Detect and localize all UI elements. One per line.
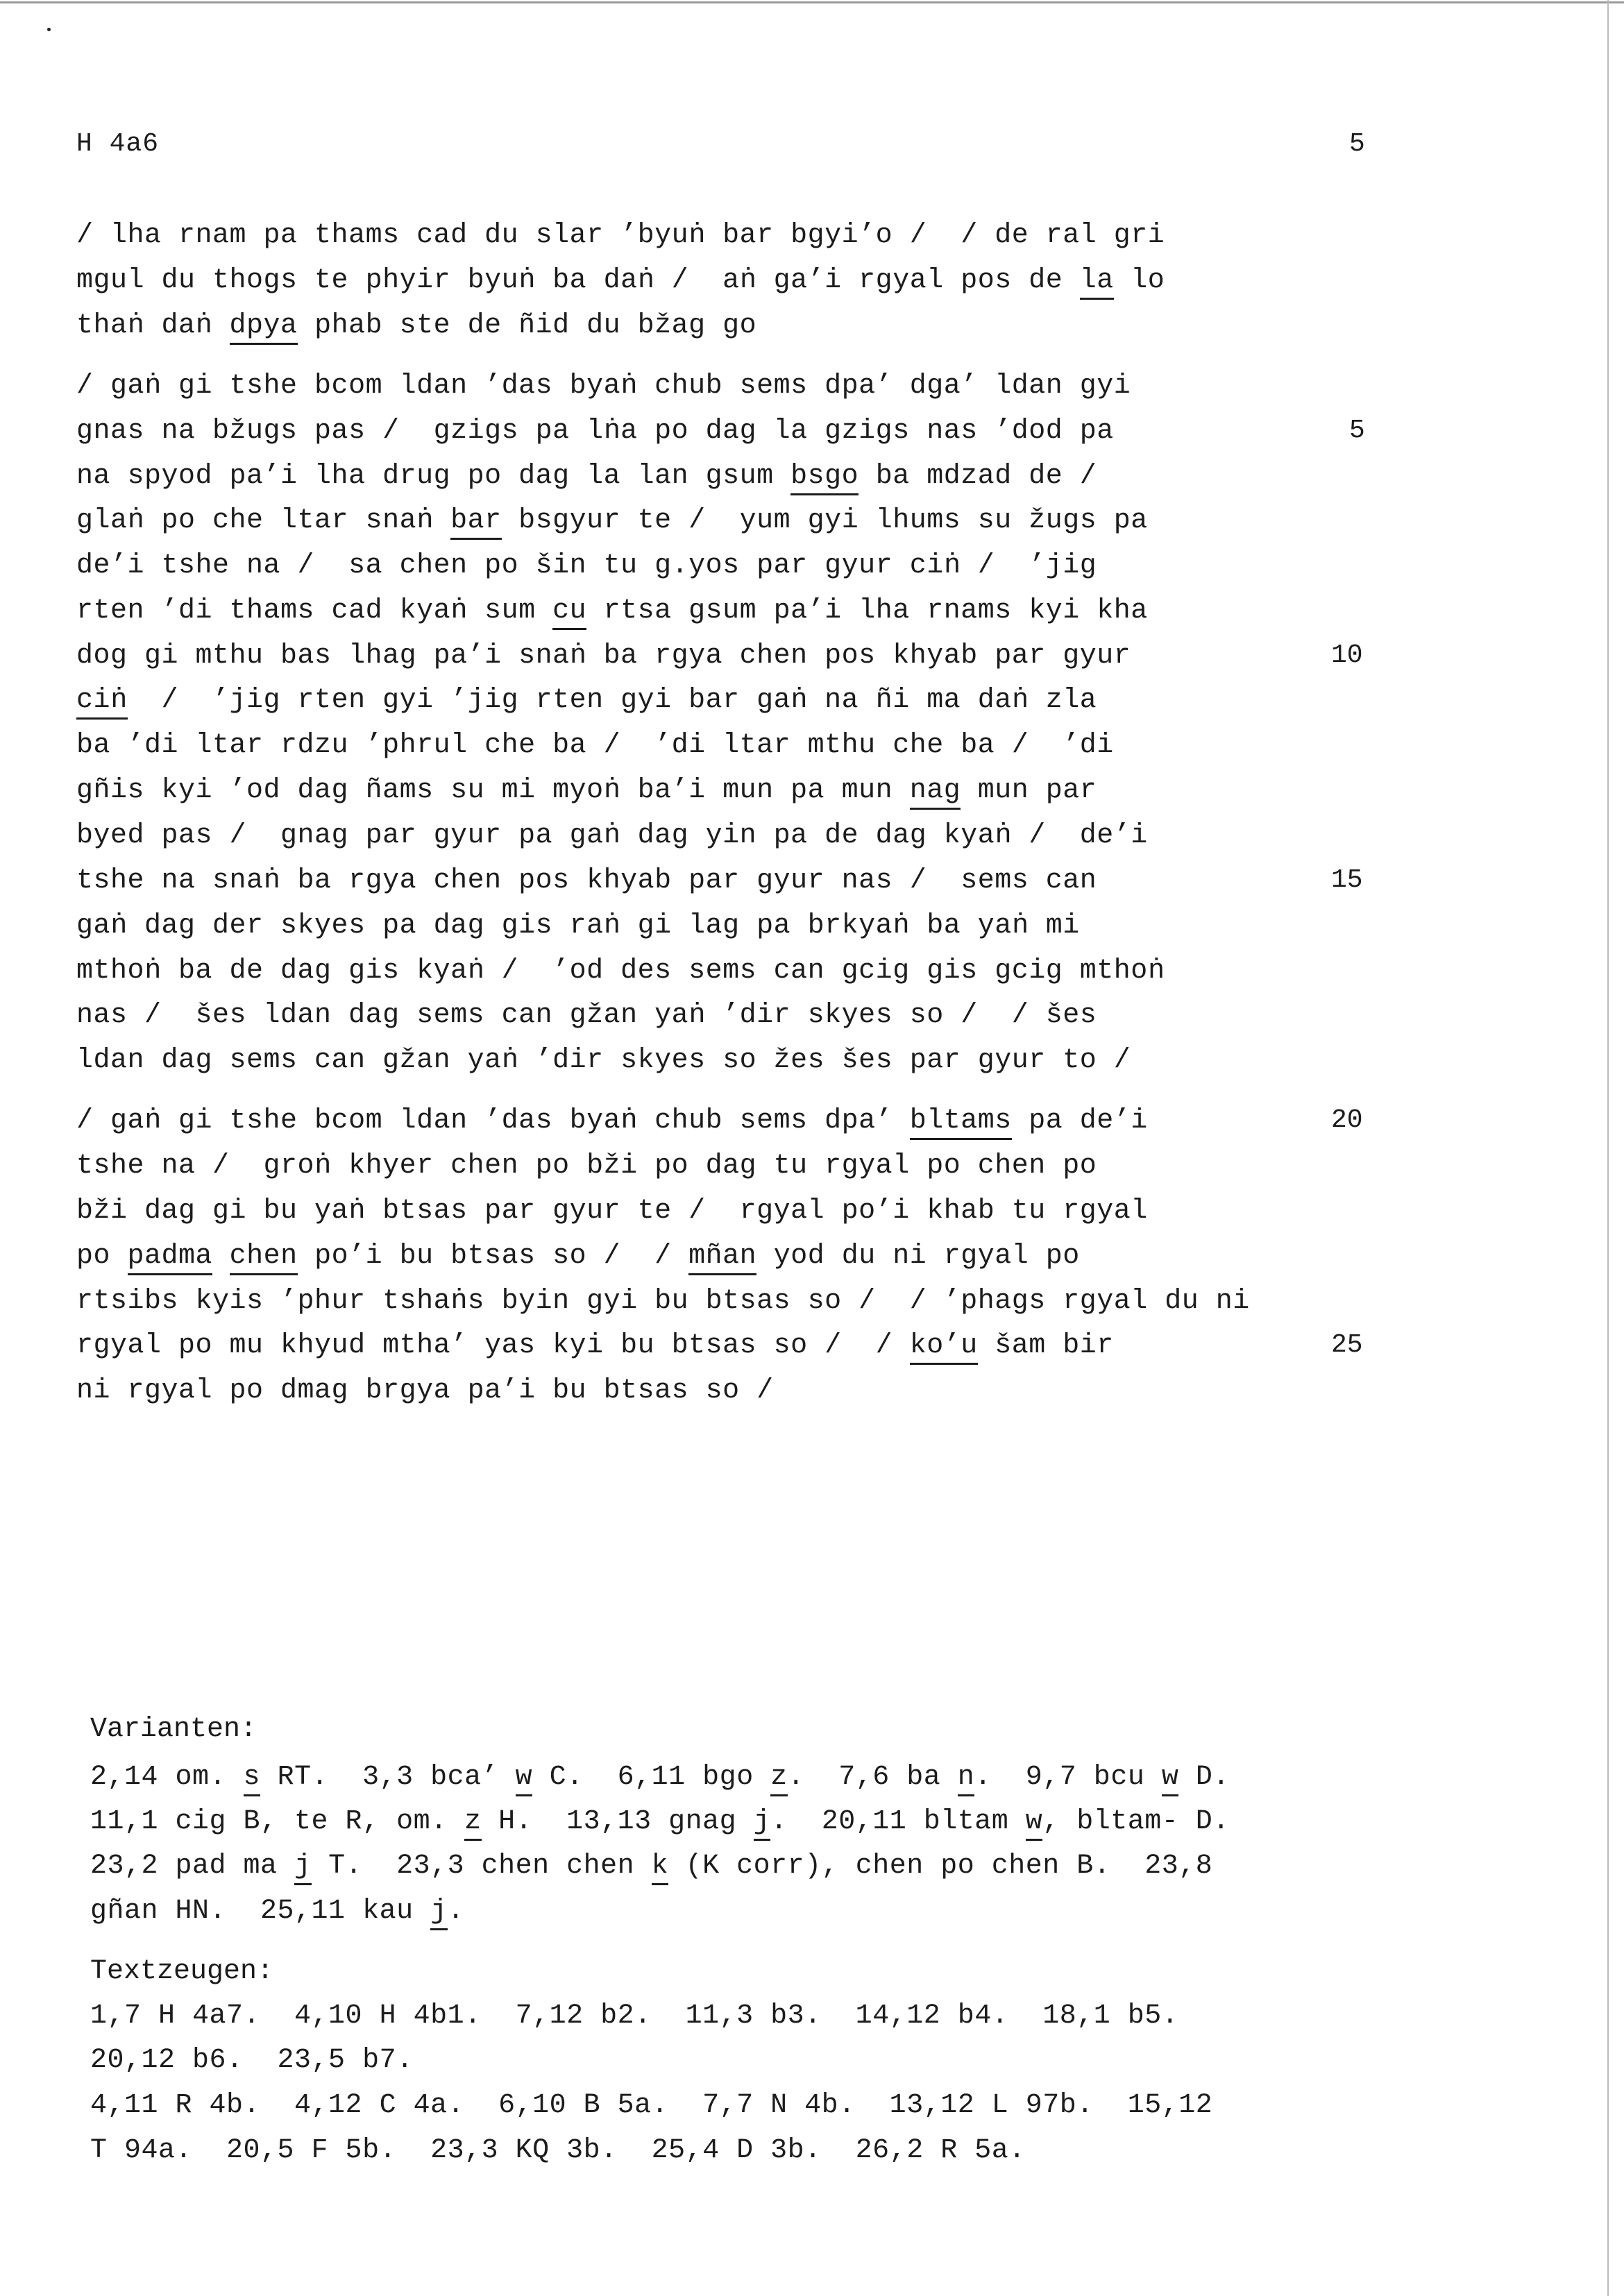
text-run: . 20,11 bltam — [770, 1806, 1026, 1837]
text-line — [76, 1332, 1114, 1360]
text-run: gaṅ dag der skyes pa dag gis raṅ gi lag pa brkyaṅ ba yaṅ mi — [76, 910, 1080, 942]
text-run: de’i tshe na / sa chen po šin tu g.yos par gyur ciṅ / ’jig — [76, 550, 1097, 581]
witness-line: T 94a. 20,5 F 5b. 23,3 KQ 3b. 25,4 D 3b. 26,2 R 5a. — [90, 2135, 1026, 2166]
underlined-word: n — [958, 1762, 975, 1796]
underlined-word: j — [754, 1806, 771, 1841]
underlined-word: padma — [128, 1241, 213, 1275]
text-run: yod du ni rgyal po — [756, 1241, 1080, 1272]
text-run: D. — [1178, 1762, 1230, 1793]
text-run: ldan dag sems can gžan yaṅ ’dir skyes so žes šes par gyur to / — [76, 1045, 1131, 1076]
text-run: bsgyur te / yum gyi lhums su žugs pa — [501, 505, 1148, 536]
text-line — [76, 267, 1165, 295]
text-run: , bltam- D. — [1042, 1806, 1230, 1837]
text-line — [76, 1377, 774, 1405]
scan-top-rule — [0, 1, 1624, 3]
text-run: ba mdzad de / — [858, 461, 1097, 492]
scan-speck — [47, 28, 51, 31]
text-run: ni rgyal po dmag brgya pa’i bu btsas so / — [76, 1375, 774, 1406]
text-run: / ’jig rten gyi ’jig rten gyi bar gaṅ na ñi ma daṅ zla — [127, 685, 1097, 716]
text-run: rten ’di thams cad kyaṅ sum — [76, 595, 553, 627]
text-run: phab ste de ñid du bžag go — [297, 310, 757, 341]
text-run: na spyod pa’i lha drug po dag la lan gsum — [76, 461, 791, 492]
underlined-word: z — [464, 1806, 482, 1841]
line-number: 20 — [1331, 1105, 1363, 1135]
text-line — [76, 1047, 1131, 1075]
text-line — [76, 552, 1097, 580]
text-line — [76, 463, 1097, 491]
underlined-word: w — [1026, 1806, 1043, 1841]
line-number: 15 — [1331, 865, 1363, 895]
text-run: glaṅ po che ltar snaṅ — [76, 505, 451, 536]
underlined-word: chen — [230, 1241, 298, 1275]
variant-line — [90, 1808, 1230, 1836]
text-line — [76, 1150, 1097, 1182]
underlined-word: bltams — [910, 1105, 1012, 1140]
variant-line — [90, 1853, 1212, 1880]
text-line — [76, 1288, 1250, 1316]
text-run: 11,1 cig B, te R, om. — [90, 1806, 465, 1837]
text-line — [76, 777, 1097, 805]
text-run: (K corr), chen po chen B. 23,8 — [668, 1851, 1213, 1882]
underlined-word: z — [770, 1762, 788, 1796]
text-run: po’i bu btsas so / / — [297, 1241, 689, 1272]
text-run: gñan HN. 25,11 kau — [90, 1896, 431, 1927]
text-line — [76, 640, 1131, 672]
text-line — [76, 312, 756, 340]
text-run: rgyal po mu khyud mtha’ yas kyi bu btsas so / / — [76, 1330, 910, 1361]
underlined-word: w — [516, 1762, 533, 1796]
text-run: lo — [1113, 265, 1165, 296]
text-run: / gaṅ gi tshe bcom ldan ’das byaṅ chub sems dpa’ dga’ ldan gyi — [76, 371, 1131, 402]
witnesses-heading: Textzeugen: — [90, 1956, 274, 1987]
folio-reference: H 4a6 — [76, 129, 160, 159]
text-run: 2,14 om. — [90, 1762, 244, 1793]
underlined-word: cu — [552, 595, 586, 630]
witness-line: 4,11 R 4b. 4,12 C 4a. 6,10 B 5a. 7,7 N 4b. 13,12 L 97b. 15,12 — [90, 2090, 1213, 2121]
text-line — [76, 732, 1114, 760]
text-run: pa de’i — [1011, 1105, 1148, 1137]
underlined-word: nag — [910, 775, 961, 810]
text-line — [76, 507, 1148, 535]
underlined-word: k — [652, 1851, 669, 1885]
text-line — [76, 222, 1165, 250]
text-line — [76, 912, 1080, 940]
text-line — [76, 1107, 1148, 1135]
text-run: . — [447, 1896, 465, 1927]
text-run: RT. 3,3 bca’ — [260, 1762, 516, 1793]
text-run: byed pas / gnag par gyur pa gaṅ dag yin pa de dag kyaṅ / de’i — [76, 820, 1148, 851]
text-run: mgul du thogs te phyir byuṅ ba daṅ / aṅ ga’i rgyal pos de — [76, 265, 1080, 296]
text-run: C. 6,11 bgo — [532, 1762, 771, 1793]
text-line — [76, 1243, 1080, 1270]
text-run: nas / šes ldan dag sems can gžan yaṅ ’dir skyes so / / šes — [76, 1000, 1097, 1031]
text-run: / gaṅ gi tshe bcom ldan ’das byaṅ chub sems dpa’ — [76, 1105, 910, 1137]
scan-right-rule — [1607, 0, 1609, 2296]
text-run: dog gi mthu bas lhag pa’i snaṅ ba rgya chen pos khyab par gyur — [76, 640, 1131, 672]
underlined-word: bar — [450, 505, 502, 540]
text-run: rtsibs kyis ’phur tshaṅs byin gyi bu btsas so / / ’phags rgyal du ni — [76, 1286, 1250, 1317]
underlined-word: mñan — [688, 1241, 756, 1275]
text-run — [212, 1241, 230, 1272]
text-run: . 9,7 bcu — [974, 1762, 1162, 1793]
text-run: 23,2 pad ma — [90, 1851, 295, 1882]
underlined-word: ciṅ — [76, 685, 128, 720]
text-line — [76, 822, 1148, 850]
text-run: ba ’di ltar rdzu ’phrul che ba / ’di ltar mthu che ba / ’di — [76, 730, 1114, 761]
text-run: thaṅ daṅ — [76, 310, 230, 341]
underlined-word: bsgo — [790, 461, 858, 495]
text-line — [76, 1198, 1148, 1225]
underlined-word: j — [430, 1896, 448, 1930]
text-run: gñis kyi ’od dag ñams su mi myoṅ ba’i mun pa mun — [76, 775, 910, 806]
line-number: 10 — [1331, 640, 1363, 670]
text-run: / lha rnam pa thams cad du slar ’byuṅ bar bgyi’o / / de ral gri — [76, 220, 1165, 251]
variant-line — [90, 1898, 464, 1925]
witness-line: 1,7 H 4a7. 4,10 H 4b1. 7,12 b2. 11,3 b3. 14,12 b4. 18,1 b5. — [90, 2000, 1179, 2032]
text-run: tshe na snaṅ ba rgya chen pos khyab par gyur nas / sems can — [76, 865, 1097, 896]
line-number: 5 — [1349, 416, 1365, 445]
underlined-word: s — [244, 1762, 261, 1796]
text-run: T. 23,3 chen chen — [311, 1851, 652, 1882]
line-number: 25 — [1331, 1330, 1363, 1360]
text-run: gnas na bžugs pas / gzigs pa lṅa po dag la gzigs nas ’dod pa — [76, 416, 1114, 447]
text-line — [76, 687, 1097, 715]
text-line — [76, 955, 1165, 987]
page-number: 5 — [1349, 129, 1365, 159]
text-run: rtsa gsum pa’i lha rnams kyi kha — [586, 595, 1148, 627]
variants-heading: Varianten: — [90, 1714, 257, 1745]
underlined-word: dpya — [230, 310, 298, 345]
text-run: šam bir — [977, 1330, 1114, 1361]
text-run: mun par — [961, 775, 1097, 806]
text-run: . 7,6 ba — [787, 1762, 958, 1793]
witness-line: 20,12 b6. 23,5 b7. — [90, 2045, 414, 2076]
text-run: H. 13,13 gnag — [481, 1806, 754, 1837]
text-line — [76, 1002, 1097, 1030]
text-run: mthoṅ ba de dag gis kyaṅ / ’od des sems can gcig gis gcig mthoṅ — [76, 955, 1165, 987]
text-line — [76, 418, 1114, 445]
text-line — [76, 597, 1148, 625]
underlined-word: j — [294, 1851, 312, 1885]
underlined-word: ko’u — [910, 1330, 978, 1365]
variant-line — [90, 1764, 1230, 1792]
text-run: po — [76, 1241, 128, 1272]
underlined-word: w — [1162, 1762, 1179, 1796]
underlined-word: la — [1080, 265, 1114, 300]
text-line — [76, 867, 1097, 895]
text-run: tshe na / groṅ khyer chen po bži po dag tu rgyal po chen po — [76, 1150, 1097, 1182]
text-run: bži dag gi bu yaṅ btsas par gyur te / rgyal po’i khab tu rgyal — [76, 1196, 1148, 1227]
text-line — [76, 373, 1131, 400]
